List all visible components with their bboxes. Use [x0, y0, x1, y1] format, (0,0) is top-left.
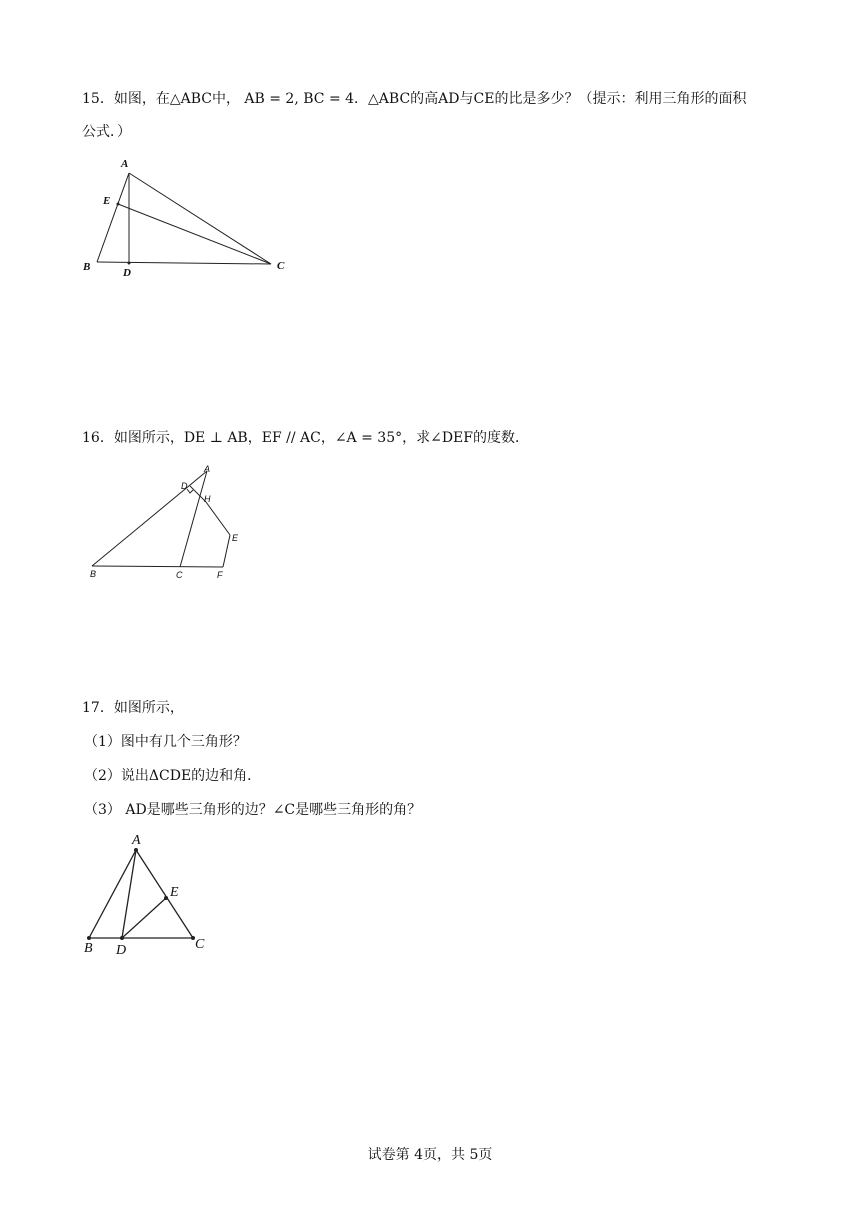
triangle-def-diagram [84, 460, 264, 585]
label-a: A [121, 158, 129, 170]
problem-17-sub1: （1）图中有几个三角形？ [84, 734, 247, 750]
label-c: C [277, 260, 285, 272]
label-e: E [103, 195, 111, 207]
label-b: B [83, 261, 91, 273]
label-b: B [90, 569, 97, 579]
problem-15-line2: 公式．） [82, 124, 131, 140]
problem-17-line1: 17．如图所示， [82, 700, 184, 716]
label-e: E [170, 885, 179, 900]
label-d: D [123, 267, 131, 279]
label-b: B [84, 941, 93, 956]
label-c: C [176, 570, 183, 580]
problem-15-figure [78, 152, 308, 282]
label-d: D [181, 481, 188, 491]
triangle-cde-diagram [80, 828, 220, 960]
problem-16-figure [84, 460, 264, 585]
triangle-abc-diagram [78, 152, 308, 282]
label-d: D [116, 943, 127, 958]
label-a: A [132, 833, 141, 848]
problem-17-sub3: （3） AD是哪些三角形的边？∠C是哪些三角形的角？ [84, 802, 422, 818]
problem-16-line1: 16．如图所示，DE ⊥ AB，EF // AC，∠A = 35°，求∠DEF的度数． [82, 430, 529, 446]
label-f: F [217, 570, 223, 580]
label-a: A [204, 464, 211, 474]
label-e: E [232, 533, 239, 543]
page-footer: 试卷第 4页，共 5页 [367, 1147, 493, 1163]
problem-15-line1: 15．如图，在△ABC中， AB = 2, BC = 4．△ABC的高AD与CE的比是多少？（提示：利用三角形的面积 [82, 91, 747, 107]
label-c: C [195, 937, 205, 952]
problem-17-sub2: （2）说出ΔCDE的边和角． [84, 768, 262, 784]
problem-17-figure [80, 828, 220, 960]
label-h: H [204, 494, 211, 504]
